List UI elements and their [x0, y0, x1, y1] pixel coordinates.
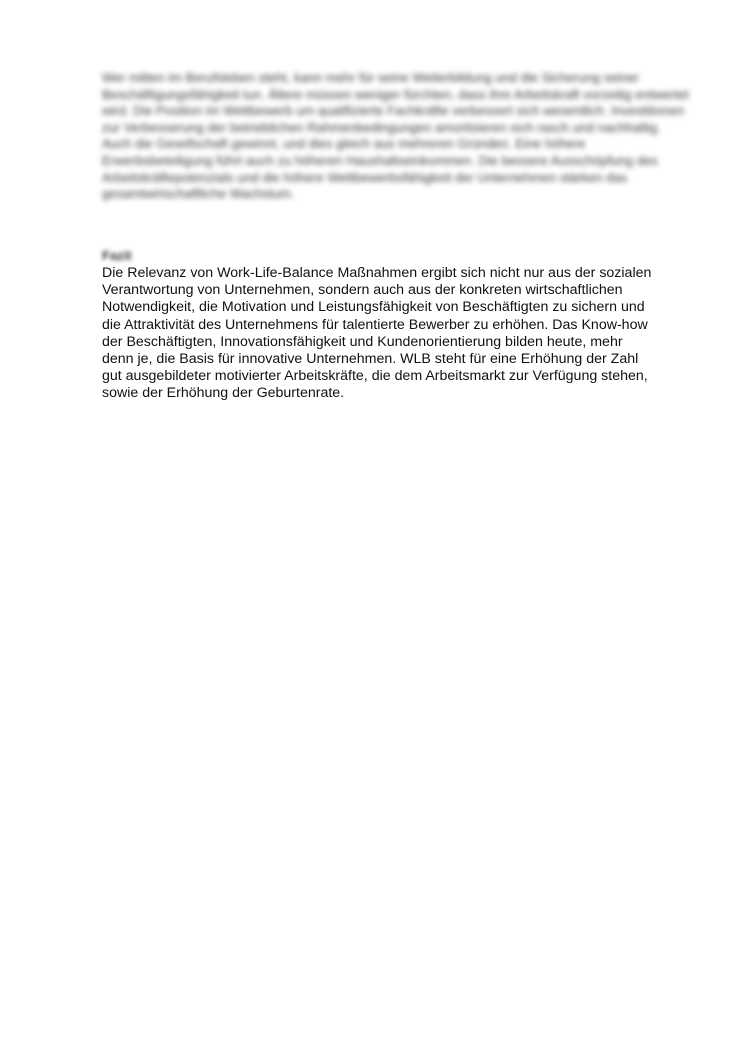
conclusion-line: denn je, die Basis für innovative Unternehmen. WLB steht für eine Erhöhung der Zahl: [102, 351, 639, 368]
conclusion-line: der Beschäftigten, Innovationsfähigkeit und Kundenorientierung bilden heute, mehr: [102, 333, 623, 350]
conclusion-paragraph: [102, 265, 702, 403]
conclusion-line: die Attraktivität des Unternehmens für talentierte Bewerber zu erhöhen. Das Know-how: [102, 316, 648, 333]
conclusion-line: sowie der Erhöhung der Geburtenrate.: [102, 385, 345, 402]
blurred-intro-paragraph: [102, 70, 692, 203]
intro-paragraph-text: Wer mitten im Berufsleben steht, kann mehr für seine Weiterbildung und die Sicherung seiner Beschäftigungsfähigkeit tun. Ältere müssen weniger fürchten, dass ihre Arbeitskraft vorzeitig entwertet wird. Die Position im Wettbewerb um qualifizierte Fachkräfte verbessert sich wesentlich. Investitionen zur Verbesserung der betrieblichen Rahmenbedingungen amortisieren sich rasch und nachhaltig. Auch die Gesellschaft gewinnt, und dies gleich aus mehreren Gründen. Eine höhere Erwerbsbeteiligung führt auch zu höheren Haushaltseinkommen. Die bessere Ausschöpfung des Arbeitskräftepotenzials und die höhere Wettbewerbsfähigkeit der Unternehmen stärken das gesamtwirtschaftliche Wachstum.: [102, 70, 689, 202]
conclusion-line: gut ausgebildeter motivierter Arbeitskräfte, die dem Arbeitsmarkt zur Verfügung stehen,: [102, 368, 648, 385]
conclusion-heading: Fazit: [102, 248, 132, 263]
conclusion-line: Die Relevanz von Work-Life-Balance Maßnahmen ergibt sich nicht nur aus der sozialen: [102, 265, 652, 281]
conclusion-line: Verantwortung von Unternehmen, sondern auch aus der konkreten wirtschaftlichen: [102, 282, 623, 299]
conclusion-line: Notwendigkeit, die Motivation und Leistungsfähigkeit von Beschäftigten zu sichern und: [102, 299, 645, 316]
